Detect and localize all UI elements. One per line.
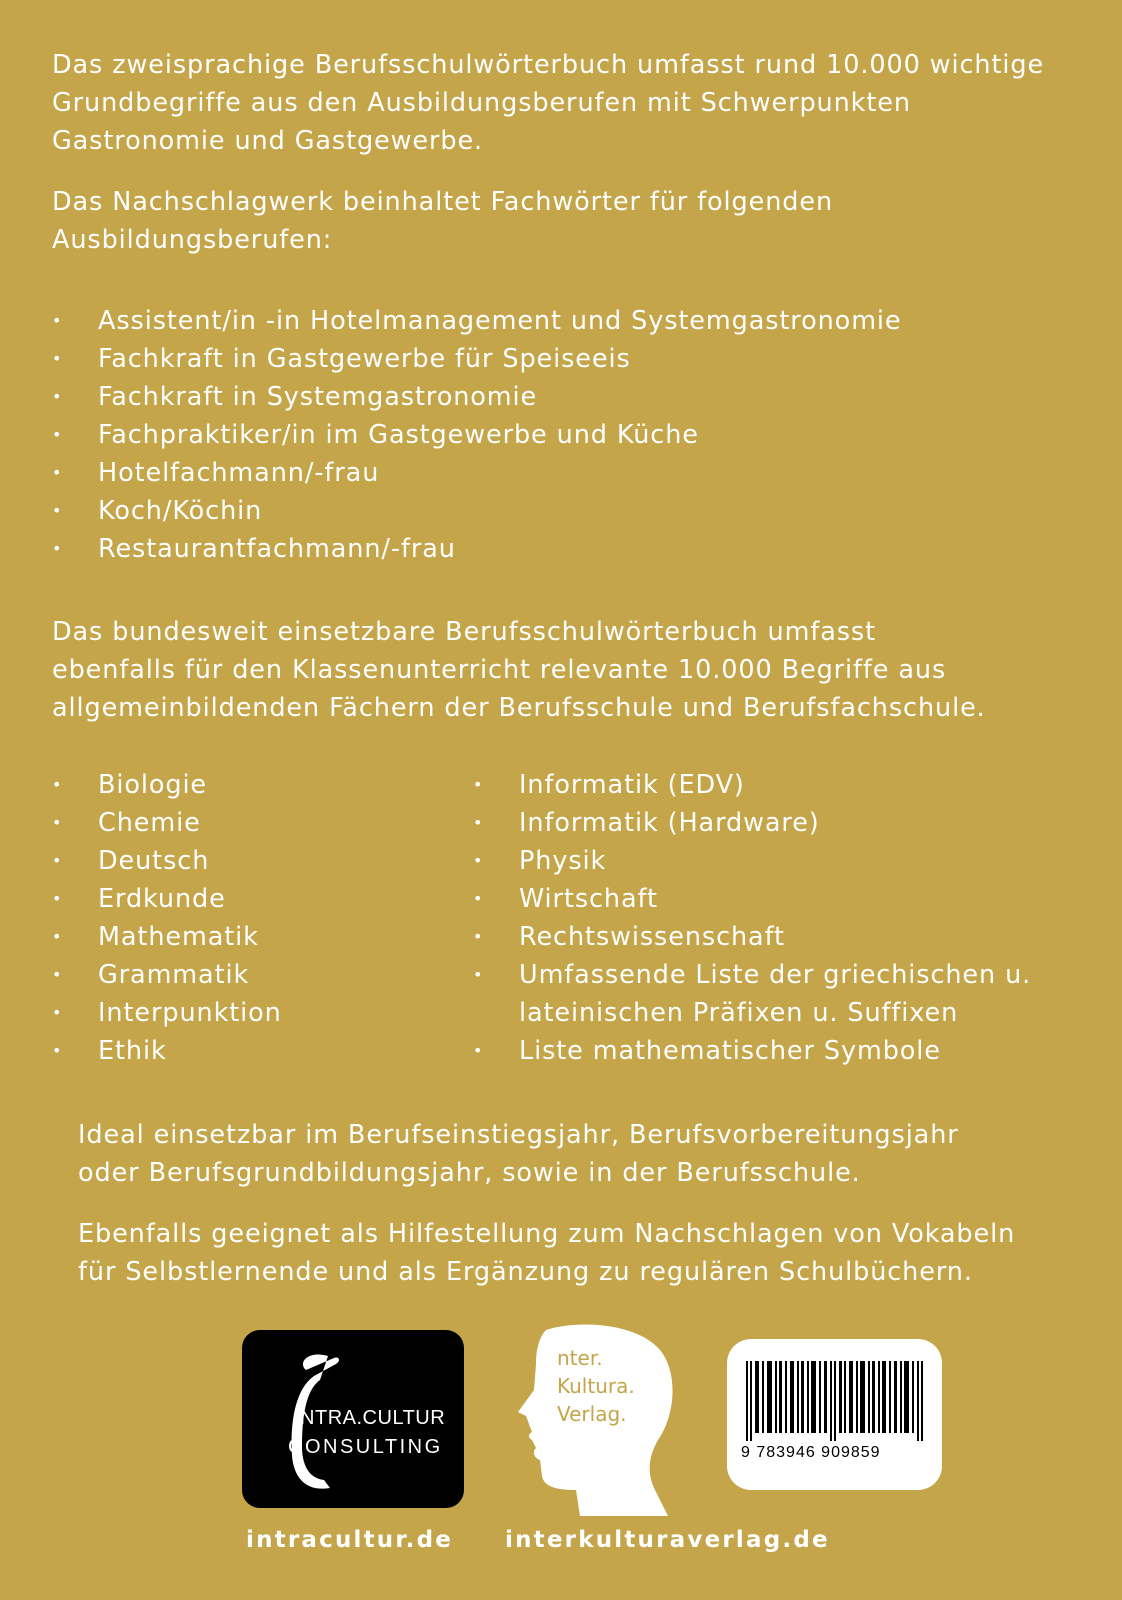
list-item: • Umfassende Liste der griechischen u. lateinischen Präfixen u. Suffixen	[473, 956, 1031, 1032]
list-item: • Liste mathematischer Symbole	[473, 1032, 1031, 1070]
intracultur-url[interactable]: intracultur.de	[246, 1527, 454, 1553]
list-item: • Restaurantfachmann/-frau	[52, 530, 902, 568]
list-item: • Mathematik	[52, 918, 282, 956]
isbn-number: 9 783946 909859	[741, 1444, 881, 1461]
subjects-heading: Das bundesweit einsetzbare Berufsschulwörterbuch umfasst ebenfalls für den Klassenunterricht relevante 10.000 Begriffe aus allgemeinbildenden Fächern der Berufsschule und Berufsfachschule.	[52, 617, 986, 723]
interkultura-url[interactable]: interkulturaverlag.de	[505, 1527, 830, 1553]
list-item: • Fachpraktiker/in im Gastgewerbe und Küche	[52, 416, 902, 454]
barcode	[727, 1339, 942, 1490]
interkultura-wordmark: nter. Kultura. Verlag.	[557, 1346, 635, 1426]
barcode-bars-icon	[744, 1361, 925, 1441]
self-study-paragraph: Ebenfalls geeignet als Hilfestellung zum Nachschlagen von Vokabeln für Selbstlernende und als Ergänzung zu regulären Schulbüchern.	[78, 1219, 1016, 1287]
intra-cultur-logo	[242, 1330, 464, 1508]
list-item: • Grammatik	[52, 956, 282, 994]
list-item: • Deutsch	[52, 842, 282, 880]
list-item: • Informatik (EDV)	[473, 766, 1031, 804]
list-item: • Fachkraft in Systemgastronomie	[52, 378, 902, 416]
list-item: • Chemie	[52, 804, 282, 842]
subjects-left-list	[52, 766, 282, 1070]
professions-heading: Das Nachschlagwerk beinhaltet Fachwörter für folgenden Ausbildungsberufen:	[52, 187, 834, 255]
list-item: • Erdkunde	[52, 880, 282, 918]
interkultura-logo	[516, 1320, 682, 1518]
list-item: • Physik	[473, 842, 1031, 880]
list-item: • Rechtswissenschaft	[473, 918, 1031, 956]
list-item: • Koch/Köchin	[52, 492, 902, 530]
intra-cultur-line1: INTRA.CULTUR	[294, 1407, 446, 1429]
intro-paragraph: Das zweisprachige Berufsschulwörterbuch umfasst rund 10.000 wichtige Grundbegriffe aus den Ausbildungsberufen mit Schwerpunkten Gastronomie und Gastgewerbe.	[52, 50, 1045, 156]
list-item: • Hotelfachmann/-frau	[52, 454, 902, 492]
list-item: • Biologie	[52, 766, 282, 804]
usage-paragraph: Ideal einsetzbar im Berufseinstiegsjahr, Berufsvorbereitungsjahr oder Berufsgrundbildungsjahr, sowie in der Berufsschule.	[78, 1120, 959, 1188]
list-item: • Assistent/in -in Hotelmanagement und Systemgastronomie	[52, 302, 902, 340]
list-item: • Wirtschaft	[473, 880, 1031, 918]
intra-cultur-line2: CONSULTING	[288, 1436, 443, 1458]
list-item: • Informatik (Hardware)	[473, 804, 1031, 842]
professions-list	[52, 302, 902, 568]
subjects-right-list	[473, 766, 1031, 1070]
list-item: • Ethik	[52, 1032, 282, 1070]
list-item: • Interpunktion	[52, 994, 282, 1032]
list-item: • Fachkraft in Gastgewerbe für Speiseeis	[52, 340, 902, 378]
